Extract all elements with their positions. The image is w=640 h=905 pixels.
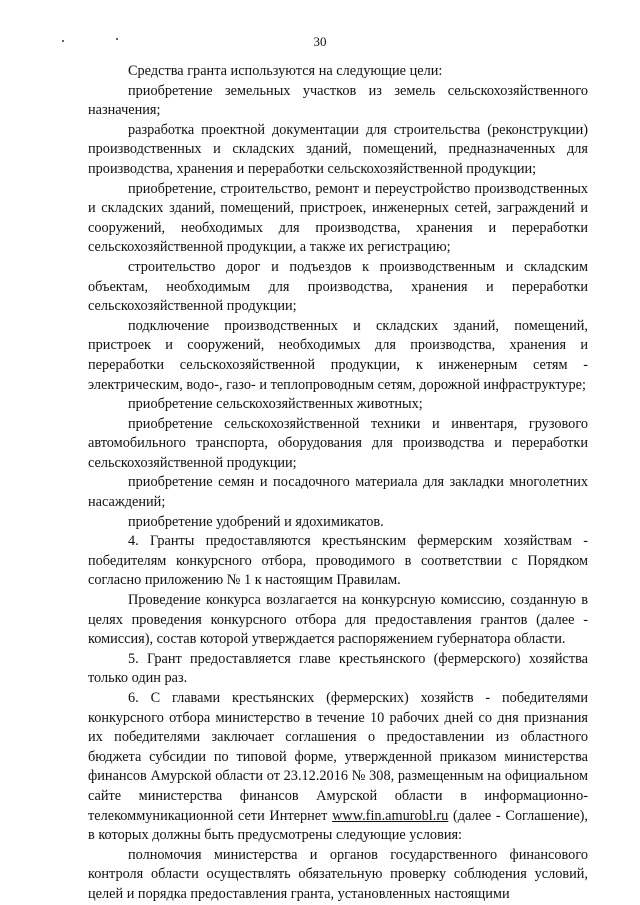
paragraph: Проведение конкурса возлагается на конкурсную комиссию, созданную в целях проведения конкурсного отбора для предоставления грантов (далее - комиссия), состав которой утверждается распоряжением губернатора области. [88, 592, 588, 648]
paragraph: полномочия министерства и органов государственного финансового контроля области осуществлять обязательную проверку соблюдения условий, целей и порядка предоставления гранта, установленных настоящими [88, 846, 588, 902]
paragraph: приобретение семян и посадочного материала для закладки многолетних насаждений; [88, 474, 588, 511]
paragraph: приобретение сельскохозяйственной техники и инвентаря, грузового автомобильного транспорта, оборудования для производства и переработки сельскохозяйственной продукции; [88, 415, 588, 471]
paragraph: подключение производственных и складских зданий, помещений, пристроек и сооружений, необходимых для производства, хранения и переработки сельскохозяйственной продукции, к инженерным сетям - электрическим, водо-, газо- и теплопроводным сетям, дорожной инфраструктуре; [88, 317, 588, 393]
paragraph: приобретение удобрений и ядохимикатов. [128, 513, 384, 530]
paragraph: приобретение сельскохозяйственных животных; [128, 396, 423, 413]
page-number: 30 [313, 34, 327, 49]
paragraph: Средства гранта используются на следующие цели: [128, 63, 443, 79]
paragraph: приобретение, строительство, ремонт и переустройство производственных и складских зданий, помещений, пристроек, инженерных сетей, заграждений и сооружений, необходимых для производства, хранения и переработки сельскохозяйственной продукции, а также их регистрацию; [88, 180, 588, 256]
paragraph-6-text-end: (далее - Соглашение), в которых должны быть предусмотрены следующие условия: [88, 807, 588, 844]
document-body [88, 62, 588, 905]
paragraph: 5. Грант предоставляется главе крестьянского (фермерского) хозяйства только один раз. [88, 650, 588, 687]
paragraph: строительство дорог и подъездов к производственным и складским объектам, необходимым для производства, хранения и переработки сельскохозяйственной продукции; [88, 258, 588, 315]
paragraph: разработка проектной документации для строительства (реконструкции) производственных и складских зданий, помещений, предназначенных для производства, хранения и переработки сельскохозяйственной продукции; [88, 121, 588, 177]
paragraph-6-text: 6. С главами крестьянских (фермерских) хозяйств - победителями конкурсного отбора министерство в течение 10 рабочих дней со дня признания их победителями заключает соглашения о предоставлении из областного бюджета субсидии по типовой форме, утвержденной приказом министерства финансов Амурской области от 23.12.2016 № 308, размещенным на официальном сайте министерства финансов Амурской области в информационно-телекоммуникационной сети Интернет [88, 690, 588, 824]
paragraph-6 [88, 689, 588, 846]
paragraph: приобретение земельных участков из земель сельскохозяйственного назначения; [88, 82, 588, 119]
website-link[interactable]: www.fin.amurobl.ru [332, 807, 449, 824]
paragraph: 4. Гранты предоставляются крестьянским фермерским хозяйствам - победителям конкурсного отбора, проводимого в соответствии с Порядком согласно приложению № 1 к настоящим Правилам. [88, 533, 588, 589]
